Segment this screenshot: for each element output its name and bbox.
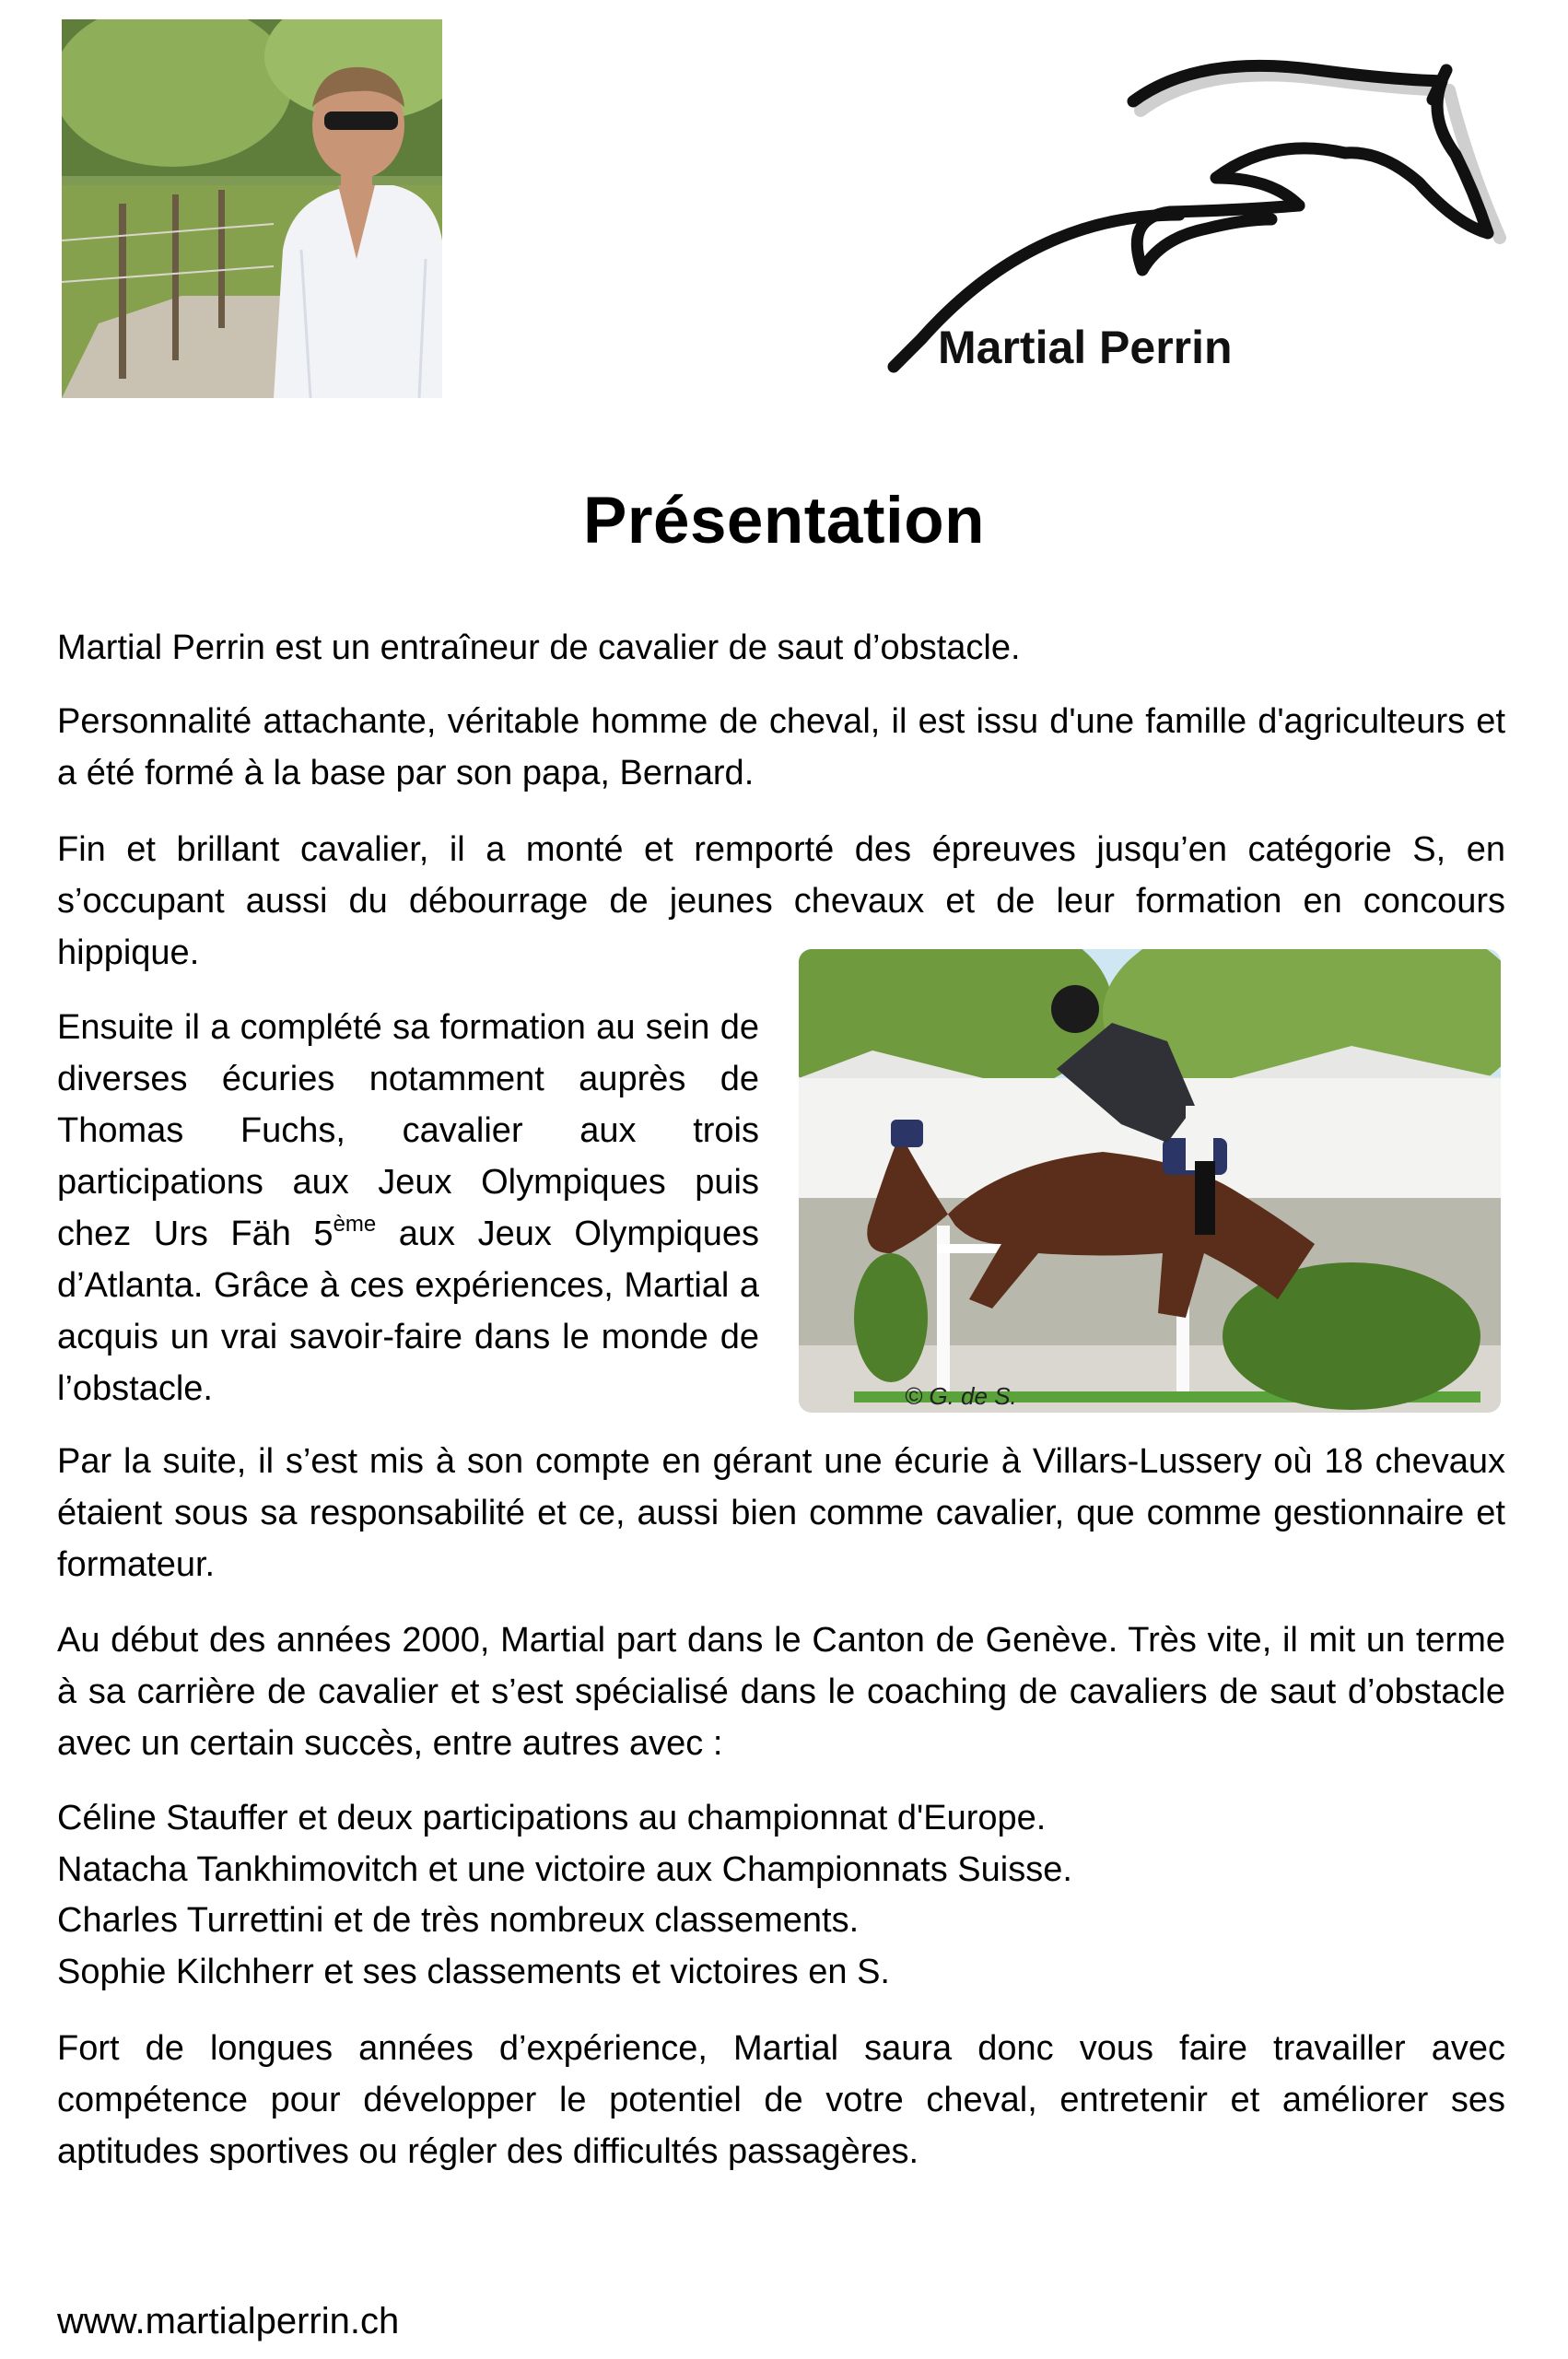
portrait-photo [62,19,442,398]
paragraph-intro: Martial Perrin est un entraîneur de cavalier de saut d’obstacle. [57,628,1021,667]
achievement-item: Céline Stauffer et deux participations au championnat d'Europe. [57,1799,1047,1837]
paragraph-rider-career: Fin et brillant cavalier, il a monté et remporté des épreuves jusqu’en catégorie S, en s’occupant aussi du débourrage de jeunes chevaux et de leur formation en concours hippique. [57,830,1505,972]
paragraph-training [57,1002,759,1414]
paragraph-coaching: Au début des années 2000, Martial part dans le Canton de Genève. Très vite, il mit un terme à sa carrière de cavalier et s’est spécialisé dans le coaching de cavaliers de saut d’obstacle avec un certain succès, entre autres avec : [57,1621,1505,1763]
achievement-item: Charles Turrettini et de très nombreux classements. [57,1901,860,1940]
show-jumping-illustration [799,949,1501,1413]
ordinal-suffix: ème [333,1212,377,1237]
brand-logo [866,44,1511,394]
paragraph-closing: Fort de longues années d’expérience, Martial saura donc vous faire travailler avec compétence pour développer le potentiel de votre cheval, entretenir et améliorer ses aptitudes sportives ou régler des difficultés passagères. [57,2029,1505,2171]
website-link[interactable]: www.martialperrin.ch [57,2301,400,2341]
logo-name: Martial Perrin [938,322,1233,373]
paragraph-training-text: Ensuite il a complété sa formation au sein de diverses écuries notamment auprès de Thomas Fuchs, cavalier aux trois participations aux Jeux Olympiques puis chez Urs Fäh 5 [57,1008,759,1253]
portrait-illustration [62,19,442,398]
paragraph-own-stable: Par la suite, il s’est mis à son compte en gérant une écurie à Villars-Lussery où 18 chevaux étaient sous sa responsabilité et ce, aussi bien comme cavalier, que comme gestionnaire et formateur. [57,1442,1505,1584]
achievement-item: Natacha Tankhimovitch et une victoire aux Championnats Suisse. [57,1850,1072,1889]
show-jumping-photo [799,949,1501,1413]
achievement-item: Sophie Kilchherr et ses classements et victoires en S. [57,1953,890,1991]
photo-credit: © G. de S. [905,1382,1017,1410]
paragraph-training-text-end: aux Jeux Olympiques d’Atlanta. Grâce à ces expériences, Martial a acquis un vrai savoir-faire dans le monde de l’obstacle. [57,1215,759,1408]
paragraph-personality: Personnalité attachante, véritable homme de cheval, il est issu d'une famille d'agriculteurs et a été formé à la base par son papa, Bernard. [57,702,1505,792]
page-title: Présentation [582,485,986,557]
